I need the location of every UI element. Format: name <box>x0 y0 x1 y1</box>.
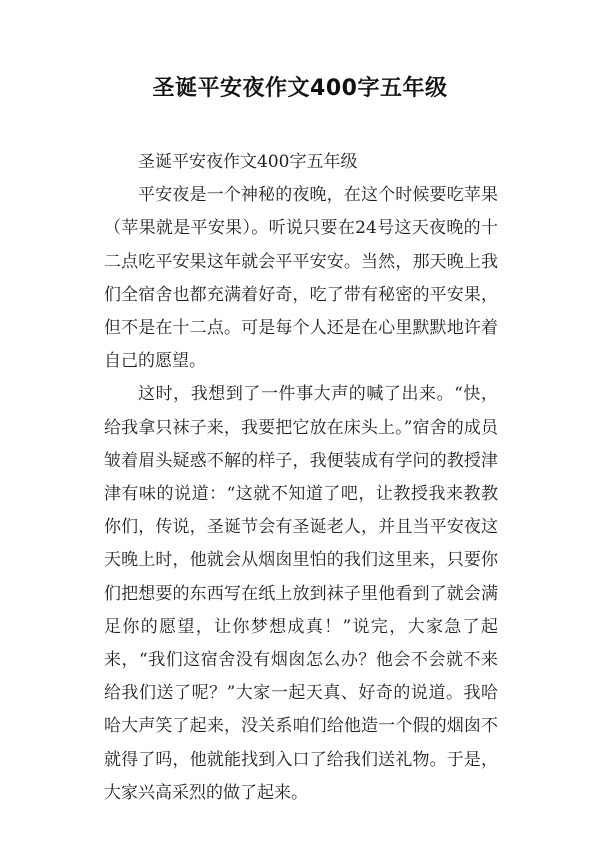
body-paragraph: 这时，我想到了一件事大声的喊了出来。“快，给我拿只袜子来，我要把它放在床头上。”宿舍的成员皱着眉头疑惑不解的样子，我便装成有学问的教授津津有味的说道：“这就不知道了吧，让教授我来教教你们，传说，圣诞节会有圣诞老人，并且当平安夜这天晚上时，他就会从烟囱里怕的我们这里来，只要你们把想要的东西写在纸上放到袜子里他看到了就会满足你的愿望，让你梦想成真！”说完，大家急了起来，“我们这宿舍没有烟囱怎么办？他会不会就不来给我们送了呢？”大家一起天真、好奇的说道。我哈哈大声笑了起来，没关系咱们给他造一个假的烟囱不就得了吗，他就能找到入口了给我们送礼物。于是，大家兴高采烈的做了起来。 <box>104 384 498 803</box>
body-paragraph: 平安夜是一个神秘的夜晚，在这个时候要吃苹果（苹果就是平安果）。听说只要在24号这天夜晚的十二点吃平安果这年就会平平安安。当然，那天晚上我们全宿舍也都充满着好奇，吃了带有秘密的平安果，但不是在十二点。可是每个人还是在心里默默地许着自己的愿望。 <box>104 185 498 372</box>
subtitle-paragraph: 圣诞平安夜作文400字五年级 <box>138 152 358 172</box>
document-body <box>104 146 498 810</box>
document-title: 圣诞平安夜作文400字五年级 <box>152 76 448 101</box>
